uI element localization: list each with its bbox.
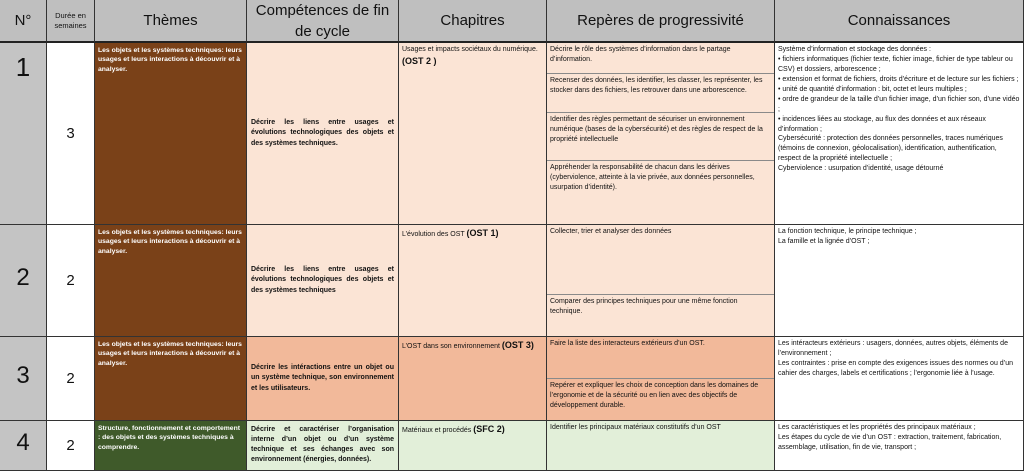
- row-reperes: [547, 43, 775, 225]
- row-reperes: [547, 337, 775, 421]
- row-competence: Décrire les liens entre usages et évolutions technologiques des objets et des systèmes techniques: [247, 225, 399, 337]
- connaissance-line: • unité de quantité d’information : bit, octet et leurs multiples ;: [778, 85, 967, 93]
- chapitre-text: Matériaux et procédés: [402, 427, 472, 434]
- row-number-label: 4: [16, 429, 30, 457]
- repere-item: Comparer des principes techniques pour une même fonction technique.: [550, 298, 738, 315]
- row-number-label: 3: [16, 362, 30, 390]
- connaissance-line: • fichiers informatiques (fichier texte, fichier image, fichier de type tableur ou CSV) et dossiers, arborescence ;: [778, 55, 1013, 73]
- row-theme: Les objets et les systèmes techniques: leurs usages et leurs interactions à découvrir et à analyser.: [95, 43, 247, 225]
- repere-item: Faire la liste des interacteurs extérieurs d’un OST.: [547, 337, 774, 379]
- header-duree: Durée en semaines: [47, 0, 95, 43]
- connaissance-line: La fonction technique, le principe technique ;: [778, 228, 917, 235]
- connaissance-line: Système d’information et stockage des données :: [778, 46, 931, 53]
- connaissance-line: Les caractéristiques et les propriétés des principaux matériaux ;: [778, 424, 976, 431]
- header-themes: Thèmes: [95, 0, 247, 43]
- row-chapitre: [399, 421, 547, 471]
- row-chapitre: [399, 225, 547, 337]
- chapitre-text: L’OST dans son environnement: [402, 343, 500, 350]
- chapitre-code: (OST 2 ): [402, 55, 437, 66]
- row-connaissances: [775, 225, 1024, 337]
- row-number: [0, 43, 47, 225]
- header-num: N°: [0, 0, 47, 43]
- repere-item: Décrire le rôle des systèmes d’information dans le partage d’information.: [547, 43, 774, 74]
- row-theme: Les objets et les systèmes techniques: leurs usages et leurs interactions à découvrir et à analyser.: [95, 225, 247, 337]
- chapitre-text: Usages et impacts sociétaux du numérique.: [402, 46, 538, 53]
- connaissance-line: Les étapes du cycle de vie d’un OST : extraction, traitement, fabrication, assemblage, utilisation, fin de vie, transport ;: [778, 433, 1002, 451]
- row-number: [0, 337, 47, 421]
- connaissance-line: Cybersécurité : protection des données personnelles, traces numériques (témoins de connexion, géolocalisation), identification, authentification, respect de la propriété intellectuelle ;: [778, 135, 1003, 163]
- chapitre-code: (SFC 2): [473, 424, 505, 434]
- row-competence: Décrire et caractériser l’organisation interne d’un objet ou d’un système technique et ses échanges avec son environnement (énergies, données).: [247, 421, 399, 471]
- row-competence: Décrire les intéractions entre un objet ou un système technique, son environnement et les utilisateurs.: [247, 337, 399, 421]
- row-number-label: 1: [15, 52, 31, 82]
- row-connaissances: [775, 337, 1024, 421]
- row-duration: 2: [47, 337, 95, 421]
- row-connaissances: [775, 421, 1024, 471]
- header-reperes: Repères de progressivité: [547, 0, 775, 43]
- connaissance-line: La famille et la lignée d’OST ;: [778, 237, 870, 245]
- header-chapitres: Chapitres: [399, 0, 547, 43]
- header-connaissances: Connaissances: [775, 0, 1024, 43]
- repere-item: Identifier les principaux matériaux constitutifs d’un OST: [550, 424, 721, 431]
- row-theme: Les objets et les systèmes techniques: leurs usages et leurs interactions à découvrir et à analyser.: [95, 337, 247, 421]
- row-duration: 2: [47, 225, 95, 337]
- repere-item: Appréhender la responsabilité de chacun dans les dérives (cyberviolence, atteinte à la vie privée, aux données personnelles, usurpation d’identité).: [550, 164, 755, 191]
- connaissance-line: • incidences liées au stockage, au flux des données et aux réseaux d’information ;: [778, 115, 986, 133]
- row-number: [0, 421, 47, 471]
- row-number: [0, 225, 47, 337]
- connaissance-line: Les contraintes : prise en compte des exigences issues des normes ou d’un cahier des charges, labels et certifications ; l’ergonomie liée à l’usage.: [778, 359, 1014, 377]
- row-duration: 2: [47, 421, 95, 471]
- repere-item: Identifier des règles permettant de sécuriser un environnement numérique (bases de la cybersécurité) et des règles de respect de la propriété intellectuelle: [547, 113, 774, 161]
- repere-item: Recenser des données, les identifier, les classer, les représenter, les stocker dans des fichiers, les retrouver dans une arborescence.: [547, 74, 774, 113]
- row-duration: 3: [47, 43, 95, 225]
- row-theme: Structure, fonctionnement et comportement : des objets et des systèmes techniques à comprendre.: [95, 421, 247, 471]
- row-number-label: 2: [16, 264, 30, 292]
- row-chapitre: [399, 43, 547, 225]
- chapitre-code: (OST 3): [501, 340, 534, 350]
- row-chapitre: [399, 337, 547, 421]
- header-competences: Compétences de fin de cycle: [247, 0, 399, 43]
- connaissance-line: • ordre de grandeur de la taille d’un fichier image, d’un fichier son, d’une vidéo ;: [778, 95, 1020, 113]
- chapitre-code: (OST 1): [466, 228, 499, 238]
- connaissance-line: • extension et format de fichiers, droits d’écriture et de lecture sur les fichiers ;: [778, 75, 1019, 83]
- row-connaissances: [775, 43, 1024, 225]
- repere-item: Repérer et expliquer les choix de conception dans les domaines de l’ergonomie et de la sécurité ou en lien avec des objectifs de développement durable.: [550, 382, 759, 409]
- connaissance-line: Les intéracteurs extérieurs : usagers, données, autres objets, éléments de l’environnement ;: [778, 340, 1008, 357]
- row-competence: Décrire les liens entre usages et évolutions technologiques des objets et des systèmes techniques.: [247, 43, 399, 225]
- chapitre-text: L’évolution des OST: [402, 231, 465, 238]
- connaissance-line: Cyberviolence : usurpation d’identité, usage détourné: [778, 165, 944, 173]
- row-reperes: [547, 225, 775, 337]
- repere-item: Collecter, trier et analyser des données: [547, 225, 774, 295]
- row-reperes: [547, 421, 775, 471]
